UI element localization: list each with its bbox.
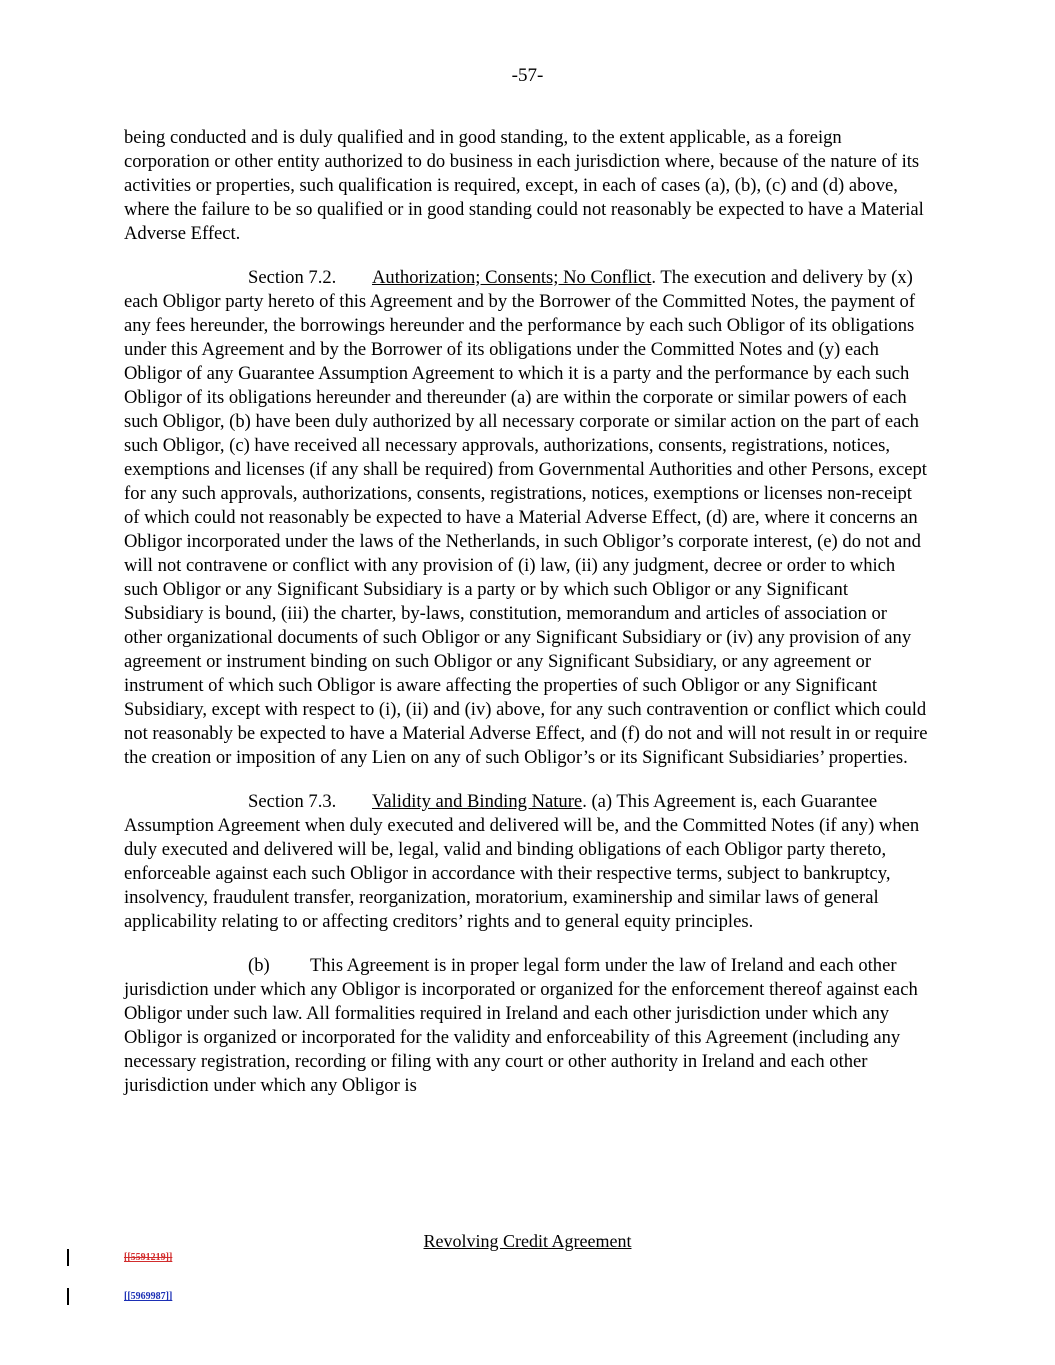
page-number: -57-	[511, 65, 544, 86]
section-text: . The execution and delivery by (x) each Obligor party hereto of this Agreement and by the Borrower of the Committed Notes, the payment of any fees hereunder, the borrowings hereunder and the performance by each such Obligor of its obligations under this Agreement and by the Borrower of its obligations under the Committed Notes and (y) each Obligor of any Guarantee Assumption Agreement to which it is a party and the performance by each such Obligor of its obligations hereunder and thereunder (a) are within the corporate or similar powers of each such Obligor, (b) have been duly authorized by all necessary corporate or similar action on the part of each such Obligor, (c) have received all necessary approvals, authorizations, consents, registrations, notices, exemptions and licenses (if any shall be required) from Governmental Authorities and other Persons, except for any such approvals, authorizations, consents, registrations, notices, exemptions or licenses non-receipt of which could not reasonably be expected to have a Material Adverse Effect, (d) are, where it concerns an Obligor incorporated under the laws of the Netherlands, in such Obligor’s corporate interest, (e) do not and will not contravene or conflict with any provision of (i) law, (ii) any judgment, decree or order to which such Obligor or any Significant Subsidiary is a party or by which such Obligor or any Significant Subsidiary is bound, (iii) the charter, by-laws, constitution, memorandum and articles of association or other organizational documents of such Obligor or any Significant Subsidiary or (iv) any provision of any agreement or instrument binding on such Obligor or any Significant Subsidiary, or any agreement or instrument of which such Obligor is aware affecting the properties of such Obligor or any Significant Subsidiary, except with respect to (i), (ii) and (iv) above, for any such contravention or conflict which could not reasonably be expected to have a Material Adverse Effect, and (f) do not and will not result in or require the creation or imposition of any Lien on any of such Obligor’s or its Significant Subsidiaries’ properties.	[124, 267, 928, 768]
footer-title: Revolving Credit Agreement	[423, 1231, 632, 1251]
change-bar	[67, 1249, 69, 1266]
section-7-3-b	[124, 954, 928, 1098]
change-bar	[67, 1288, 69, 1305]
section-text: . (a) This Agreement is, each Guarantee Assumption Agreement when duly executed and delivered will be, and the Committed Notes (if any) when duly executed and delivered will be, legal, valid and binding obligations of each Obligor party thereto, enforceable against each such Obligor in accordance with their respective terms, subject to bankruptcy, insolvency, fraudulent transfer, reorganization, moratorium, examinership and similar laws of general applicability relating to or affecting creditors’ rights and to general equity principles.	[124, 791, 920, 932]
section-7-2	[124, 266, 928, 770]
subsection-text: This Agreement is in proper legal form under the law of Ireland and each other jurisdiction under which any Obligor is incorporated or organized for the enforcement thereof against each Obligor under such law. All formalities required in Ireland and each other jurisdiction under which any Obligor is organized or incorporated for the validity and enforceability of this Agreement (including any necessary registration, recording or filing with any court or other authority in Ireland and each other jurisdiction under which any Obligor is	[124, 955, 918, 1096]
section-heading: Validity and Binding Nature	[372, 791, 583, 812]
subsection-number: (b)	[248, 955, 270, 976]
doc-id-inserted: [[5969987]]	[124, 1291, 173, 1302]
section-7-3	[124, 790, 928, 934]
section-heading: Authorization; Consents; No Conflict	[372, 267, 652, 288]
paragraph-continuation: being conducted and is duly qualified and in good standing, to the extent applicable, as a foreign corporation or other entity authorized to do business in each jurisdiction where, because of the nature of its activities or properties, such qualification is required, except, in each of cases (a), (b), (c) and (d) above, where the failure to be so qualified or in good standing could not reasonably be expected to have a Material Adverse Effect.	[124, 127, 924, 244]
document-body	[124, 126, 928, 1118]
doc-id-deleted: [[5591219]]	[124, 1252, 173, 1263]
section-number: Section 7.3.	[248, 791, 337, 812]
section-number: Section 7.2.	[248, 267, 337, 288]
